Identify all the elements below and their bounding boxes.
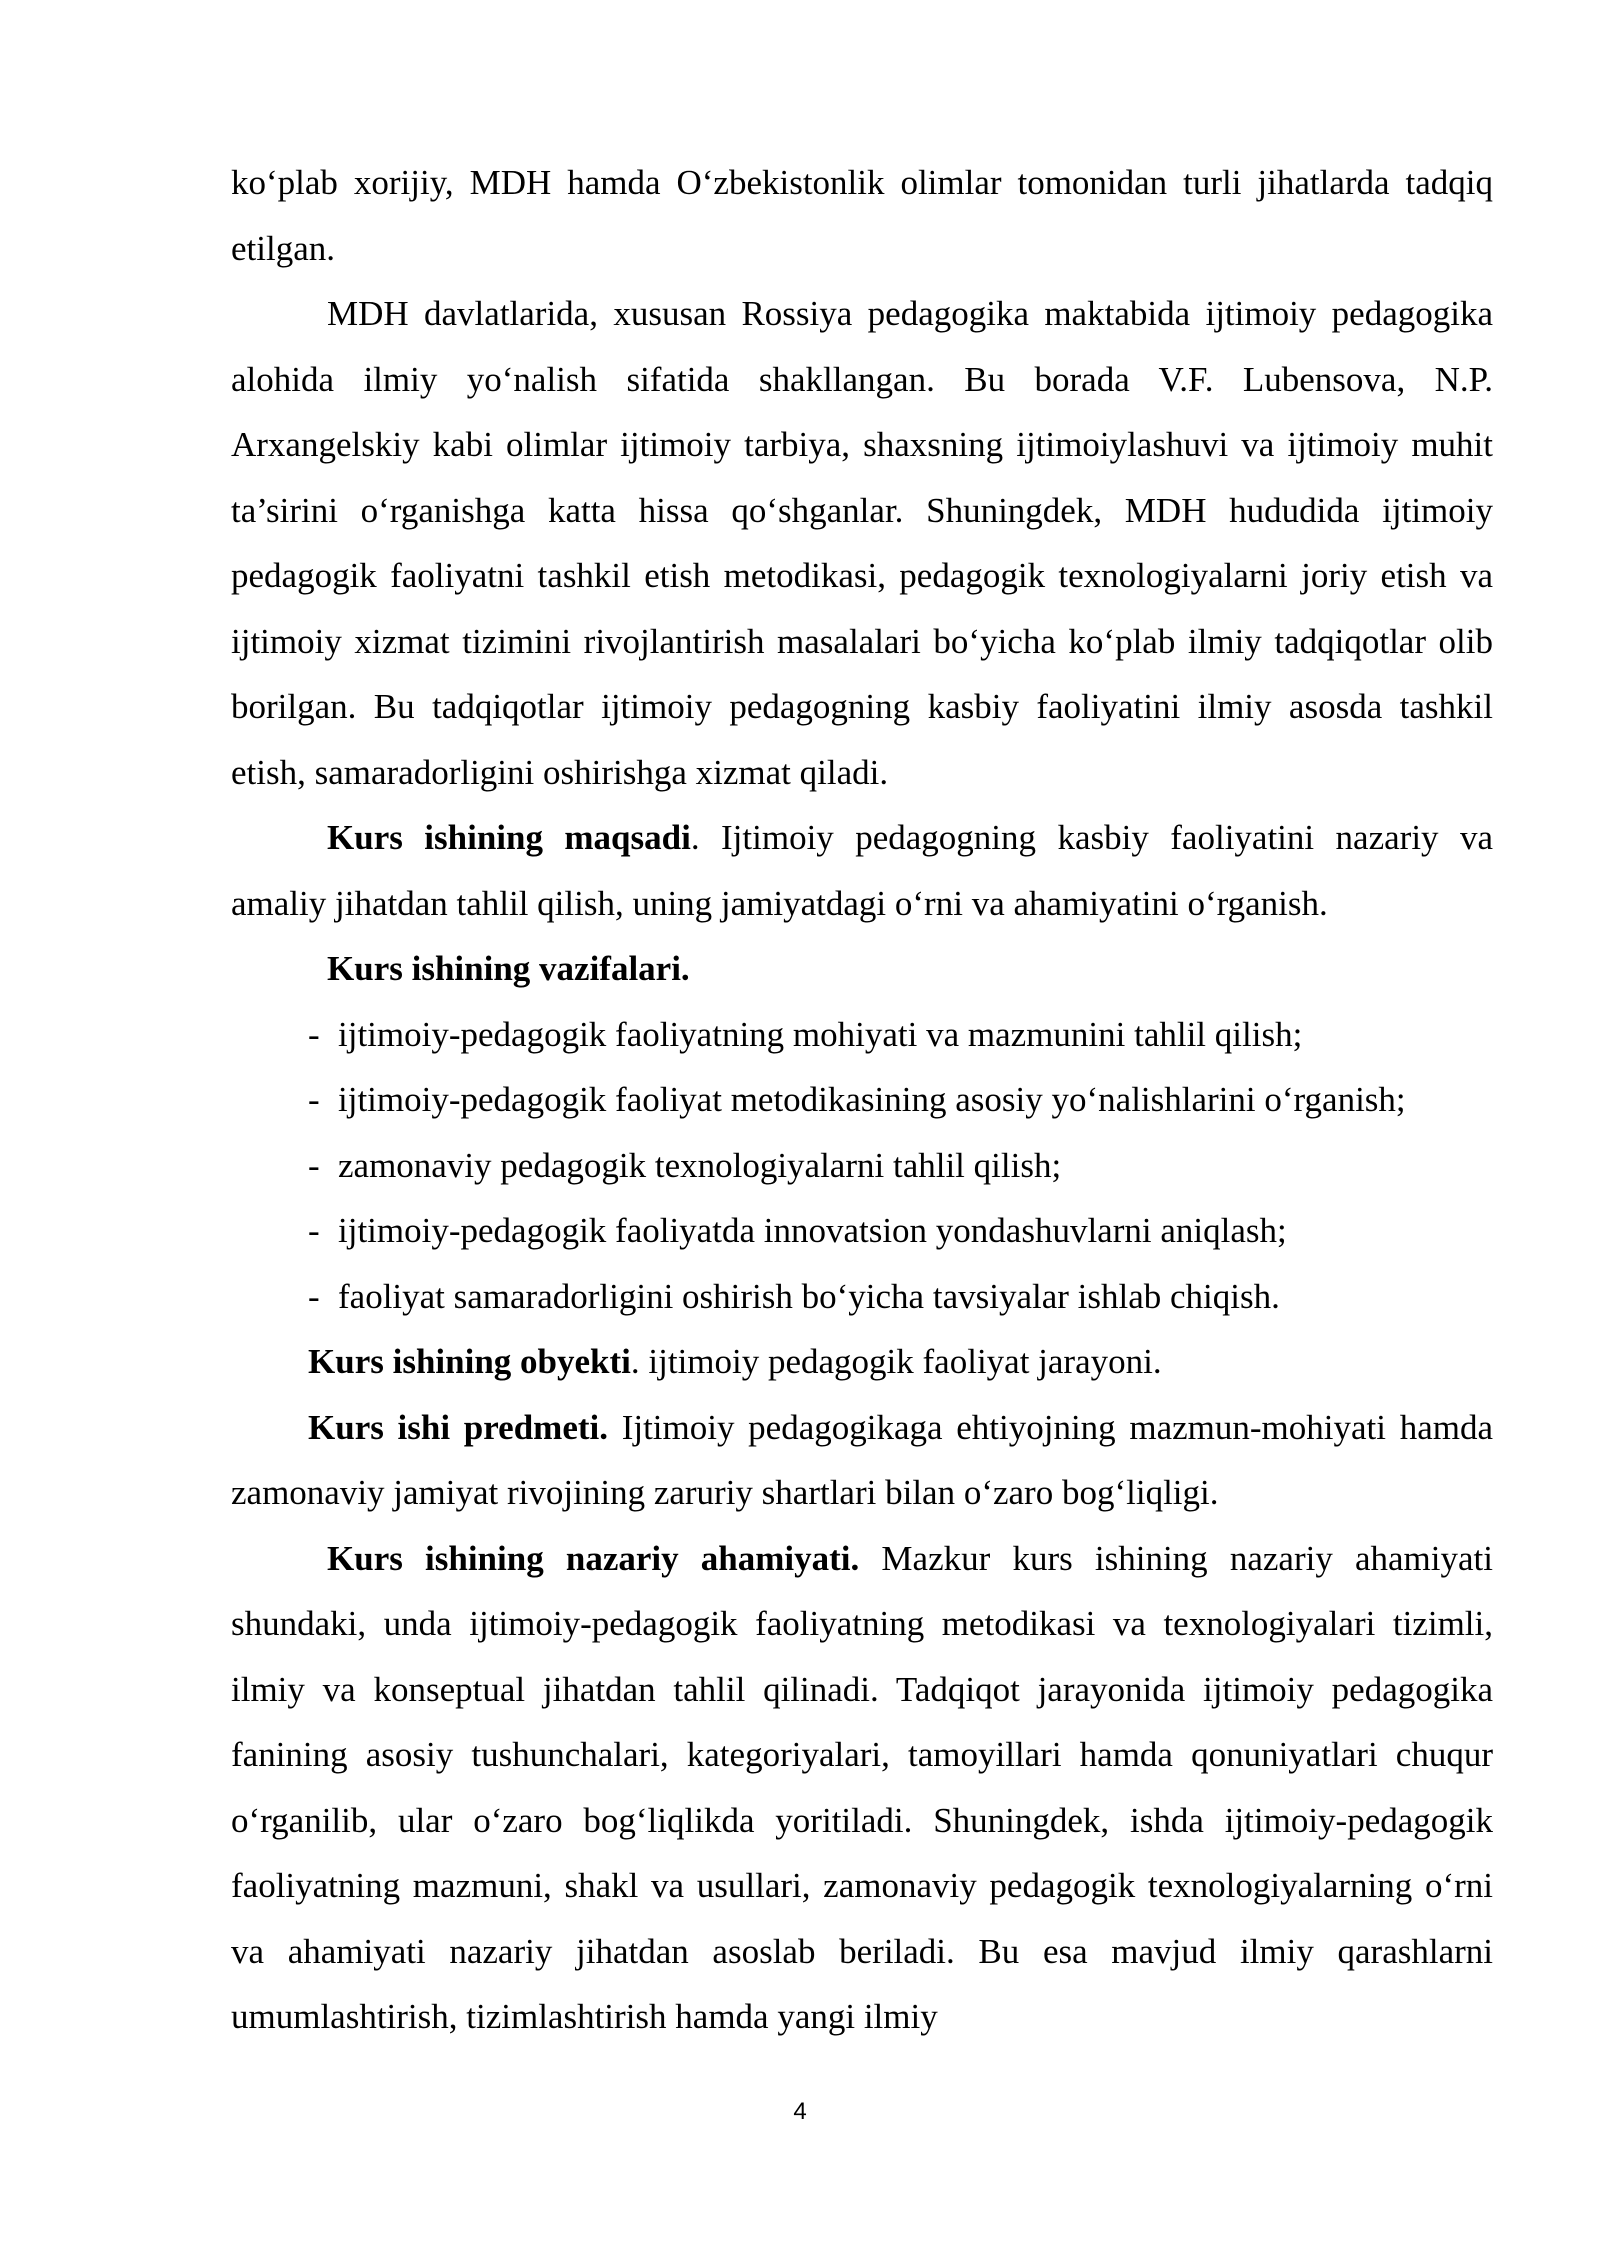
list-dash: - [308,1145,320,1185]
paragraph-intro-continuation: ko‘plab xorijiy, MDH hamda O‘zbekistonlik olimlar tomonidan turli jihatlarda tadqiq etilgan. [231,163,1493,268]
object-text: . ijtimoiy pedagogik faoliyat jarayoni. [630,1342,1162,1381]
list-item [231,1198,1493,1264]
list-item [231,1264,1493,1330]
tasks-label: Kurs ishining vazifalari. [327,949,690,988]
list-item [231,1067,1493,1133]
paragraph-subject [231,1395,1493,1526]
list-dash: - [308,1014,320,1054]
subject-label: Kurs ishi predmeti. [308,1407,608,1447]
theory-label: Kurs ishining nazariy ahamiyati. [327,1538,860,1578]
theory-text: Mazkur kurs ishining nazariy ahamiyati shundaki, unda ijtimoiy-pedagogik faoliyatning metodikasi va texnologiyalari tizimli, ilmiy va konseptual jihatdan tahlil qilinadi. Tadqiqot jarayonida ijtimoiy pedagogika fanining asosiy tushunchalari, kategoriyalari, tamoyillari hamda qonuniyatlari chuqur o‘rganilib, ular o‘zaro bog‘liqlikda yoritiladi. Shuningdek, ishda ijtimoiy-pedagogik faoliyatning mazmuni, shakl va usullari, zamonaviy pedagogik texnologiyalarning o‘rni va ahamiyati nazariy jihatdan asoslab beriladi. Bu esa mavjud ilmiy qarashlarni umumlashtirish, tizimlashtirish hamda yangi ilmiy [231,1538,1493,2036]
list-item-text: ijtimoiy-pedagogik faoliyat metodikasining asosiy yo‘nalishlarini o‘rganish; [338,1080,1406,1119]
list-dash: - [308,1276,320,1316]
aim-label: Kurs ishining maqsadi [327,818,691,857]
list-item [231,1002,1493,1068]
subject-text: Ijtimoiy pedagogikaga ehtiyojning mazmun-mohiyati hamda zamonaviy jamiyat rivojining zaruriy shartlari bilan o‘zaro bog‘liqligi. [231,1407,1493,1512]
paragraph-cis-research: MDH davlatlarida, xususan Rossiya pedagogika maktabida ijtimoiy pedagogika alohida ilmiy yo‘nalish sifatida shakllangan. Bu borada V.F. Lubensova, N.P. Arxangelskiy kabi olimlar ijtimoiy tarbiya, shaxsning ijtimoiylashuvi va ijtimoiy muhit ta’sirini o‘rganishga katta hissa qo‘shganlar. Shuningdek, MDH hududida ijtimoiy pedagogik faoliyatni tashkil etish metodikasi, pedagogik texnologiyalarni joriy etish va ijtimoiy xizmat tizimini rivojlantirish masalalari bo‘yicha ko‘plab ilmiy tadqiqotlar olib borilgan. Bu tadqiqotlar ijtimoiy pedagogning kasbiy faoliyatini ilmiy asosda tashkil etish, samaradorligini oshirishga xizmat qiladi. [231,294,1493,792]
document-page [231,150,1493,2050]
tasks-list [231,1002,1493,1330]
list-item-text: faoliyat samaradorligini oshirish bo‘yicha tavsiyalar ishlab chiqish. [338,1276,1280,1316]
list-dash: - [308,1080,320,1119]
object-label: Kurs ishining obyekti [308,1342,631,1381]
list-item-text: ijtimoiy-pedagogik faoliyatda innovatsion yondashuvlarni aniqlash; [338,1211,1287,1250]
page-number: 4 [793,2098,807,2125]
list-dash: - [308,1211,320,1250]
aim-text: . Ijtimoiy pedagogning kasbiy faoliyatini nazariy va amaliy jihatdan tahlil qilish, uning jamiyatdagi o‘rni va ahamiyatini o‘rganish. [231,818,1494,923]
paragraph-theoretical-significance [231,1526,1493,2050]
paragraph-object [231,1329,1493,1395]
list-item-text: ijtimoiy-pedagogik faoliyatning mohiyati va mazmunini tahlil qilish; [338,1014,1303,1054]
tasks-heading [231,936,1493,1002]
list-item-text: zamonaviy pedagogik texnologiyalarni tahlil qilish; [338,1145,1062,1185]
paragraph-aim [231,805,1493,936]
list-item [231,1133,1493,1199]
